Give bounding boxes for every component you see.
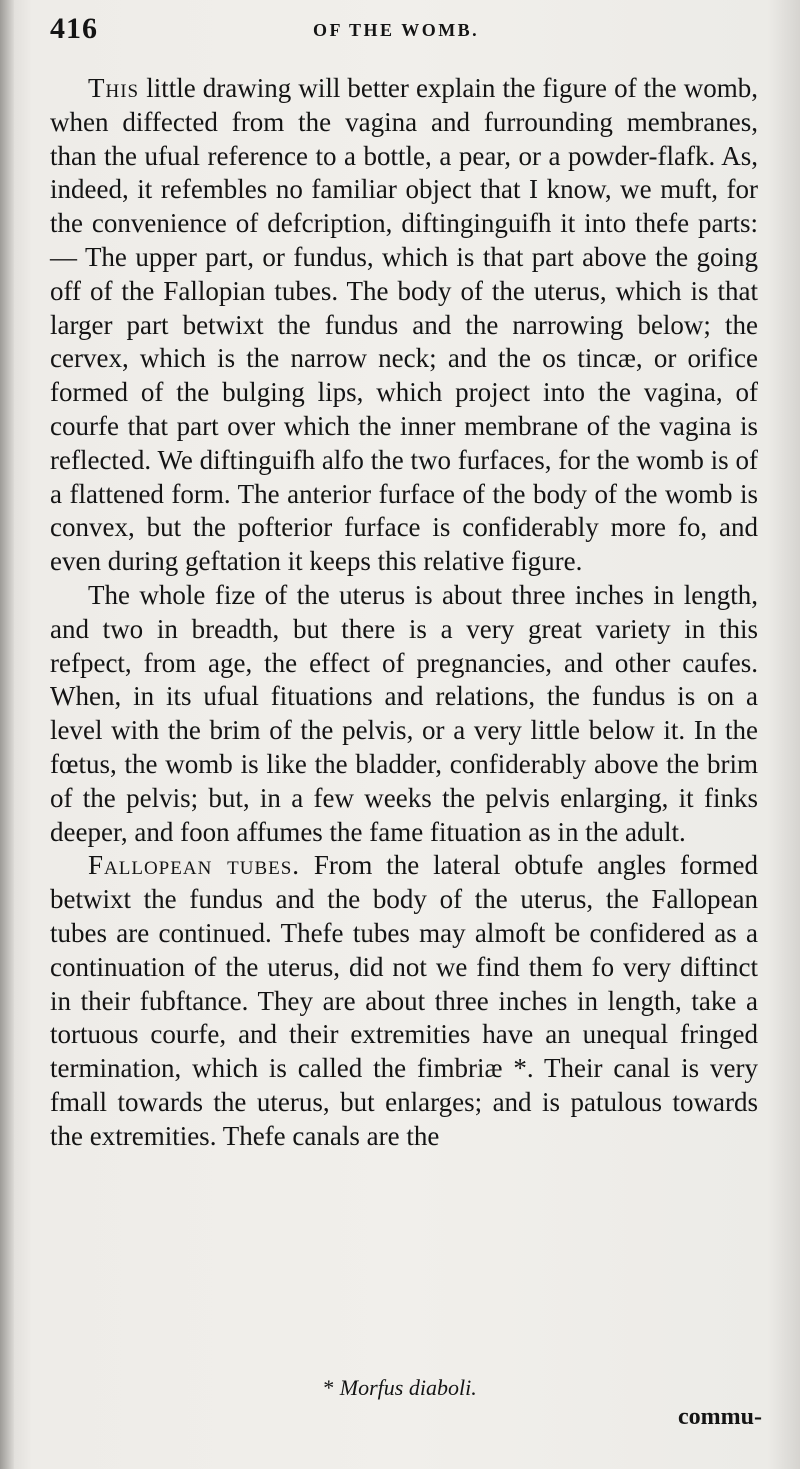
running-head: OF THE WOMB.: [313, 20, 480, 40]
body-text: [50, 72, 758, 1154]
paragraph-text: little drawing will better explain the figure of the womb, when diffected from the vagina and furrounding membranes, than the ufual reference to a bottle, a pear, or a powder-flafk. As, indeed, it refembles no familiar object that I know, we muft, for the convenience of defcription, diftinginguifh it into thefe parts: — The upper part, or fundus, which is that part above the going off of the Fallopian tubes. The body of the uterus, which is that larger part betwixt the fundus and the narrowing below; the cervex, which is the narrow neck; and the os tincæ, or orifice formed of the bulging lips, which project into the vagina, of courfe that part over which the inner membrane of the vagina is reflected. We diftinguifh alfo the two furfaces, for the womb is of a flattened form. The anterior furface of the body of the womb is convex, but the pofterior furface is confiderably more fo, and even during geftation it keeps this relative figure.: [50, 73, 758, 577]
paragraph-lead: This: [88, 73, 140, 103]
page-number: 416: [50, 12, 98, 45]
paragraph-text: The whole fize of the uterus is about three inches in length, and two in breadth, but there is a very great variety in this refpect, from age, the effect of pregnancies, and other caufes. When, in its ufual fituations and relations, the fundus is on a level with the brim of the pelvis, or a very little below it. In the fœtus, the womb is like the bladder, confiderably above the brim of the pelvis; but, in a few weeks the pelvis enlarging, it finks deeper, and foon affumes the fame fituation as in the adult.: [50, 579, 758, 847]
footnote-marker: *: [323, 1375, 335, 1400]
footnote-text: Morfus diaboli.: [339, 1375, 477, 1400]
page-header: [50, 12, 762, 46]
paragraph-uterus-size: [50, 579, 758, 849]
catchword: commu-: [678, 1404, 762, 1430]
section-heading: Fallopean tubes.: [88, 850, 301, 881]
paragraph-text: From the lateral obtufe angles formed betwixt the fundus and the body of the uterus, the Fallopean tubes are continued. Thefe tubes may almoft be confidered as a continuation of the uterus, did not we find them fo very diftinct in their fubftance. They are about three inches in length, take a tortuous courfe, and their extremities have an unequal fringed termination, which is called the fimbriæ *. Their canal is very fmall towards the uterus, but enlarges; and is patulous towards the extremities. Thefe canals are the: [50, 850, 758, 1151]
paragraph-fallopean-tubes: [50, 849, 758, 1153]
paragraph-womb-figure: [50, 72, 758, 579]
footnote: [0, 1374, 800, 1402]
page-binding-edge: [0, 0, 14, 1469]
